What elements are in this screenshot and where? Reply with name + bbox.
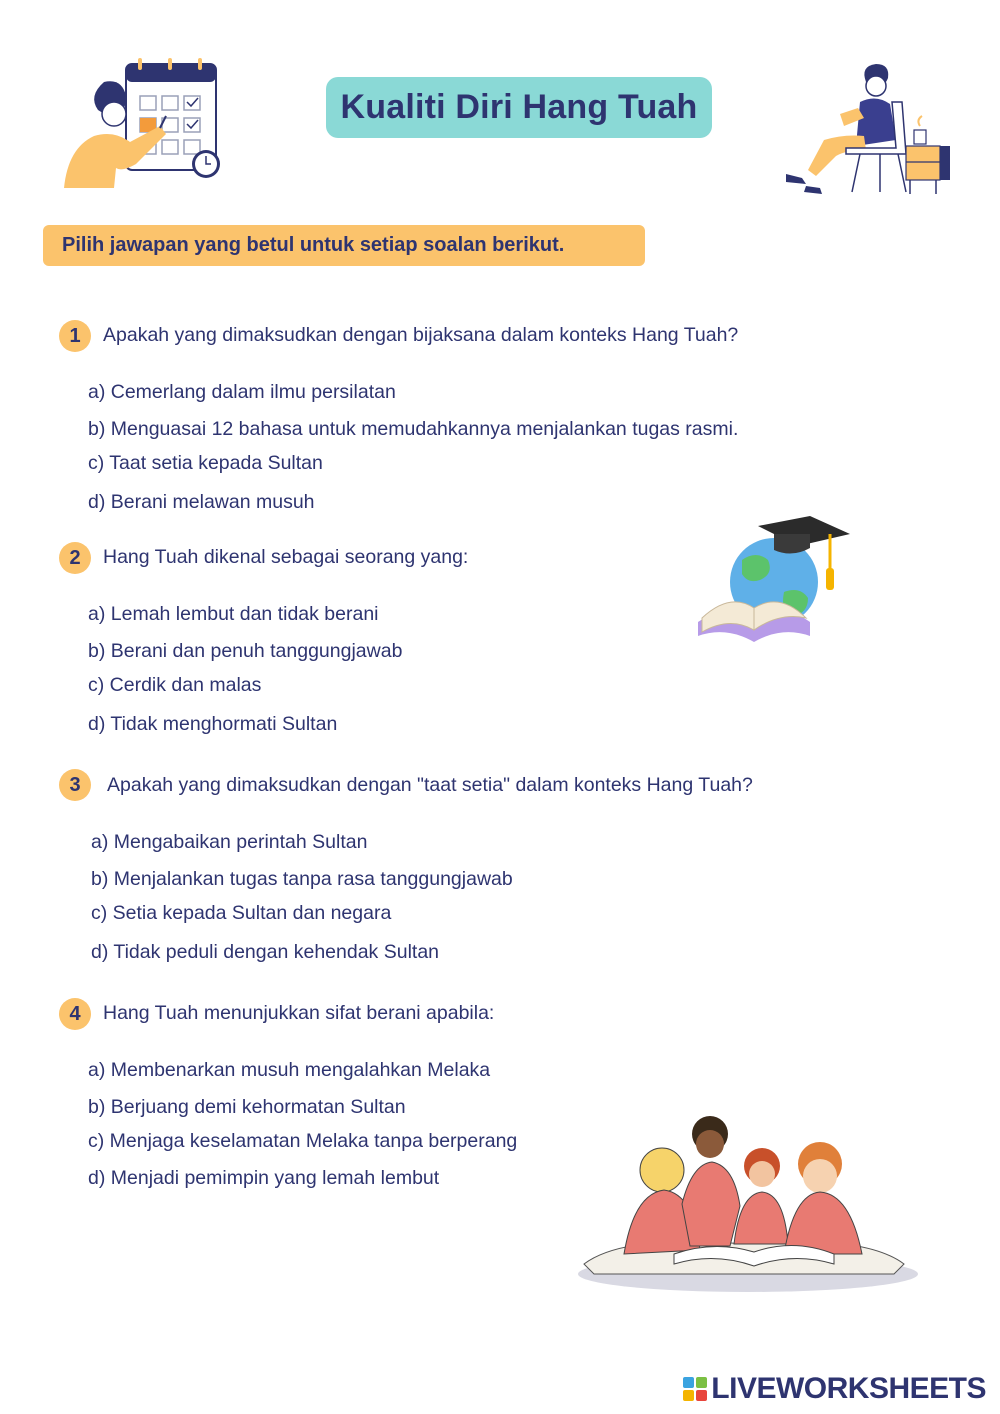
- question-1-option-b[interactable]: b) Menguasai 12 bahasa untuk memudahkannya menjalankan tugas rasmi.: [88, 418, 739, 440]
- liveworksheets-brand: [683, 1372, 986, 1406]
- question-2-text: Hang Tuah dikenal sebagai seorang yang:: [103, 546, 469, 568]
- question-3-option-b[interactable]: b) Menjalankan tugas tanpa rasa tanggungjawab: [91, 868, 513, 890]
- question-2-option-d[interactable]: d) Tidak menghormati Sultan: [88, 713, 338, 735]
- question-2-option-b[interactable]: b) Berani dan penuh tanggungjawab: [88, 640, 403, 662]
- question-4-option-d[interactable]: d) Menjadi pemimpin yang lemah lembut: [88, 1167, 440, 1189]
- liveworksheets-logo-icon: [683, 1377, 707, 1401]
- question-4-option-c[interactable]: c) Menjaga keselamatan Melaka tanpa berperang: [88, 1130, 518, 1152]
- question-4-option-a[interactable]: a) Membenarkan musuh mengalahkan Melaka: [88, 1059, 491, 1081]
- worksheet-title: Kualiti Diri Hang Tuah: [340, 88, 698, 126]
- question-3-number-badge: 3: [59, 769, 91, 801]
- question-1-number-badge: 1: [59, 320, 91, 352]
- instruction-text: Pilih jawapan yang betul untuk setiap soalan berikut.: [62, 234, 565, 256]
- question-3-option-d[interactable]: d) Tidak peduli dengan kehendak Sultan: [91, 941, 440, 963]
- students-studying-illustration: [574, 1104, 922, 1294]
- question-1-option-c[interactable]: c) Taat setia kepada Sultan: [88, 452, 323, 474]
- question-3-text: Apakah yang dimaksudkan dengan "taat setia" dalam konteks Hang Tuah?: [107, 774, 753, 796]
- question-2-option-a[interactable]: a) Lemah lembut dan tidak berani: [88, 603, 379, 625]
- worksheet-title-box: [326, 77, 712, 138]
- question-1-option-a[interactable]: a) Cemerlang dalam ilmu persilatan: [88, 381, 396, 403]
- calendar-woman-illustration: [60, 58, 230, 198]
- question-2-number-badge: 2: [59, 542, 91, 574]
- question-1-text: Apakah yang dimaksudkan dengan bijaksana dalam konteks Hang Tuah?: [103, 324, 739, 346]
- globe-graduation-illustration: [692, 512, 852, 652]
- liveworksheets-brand-text: LIVEWORKSHEETS: [711, 1372, 986, 1405]
- question-4-number-badge: 4: [59, 998, 91, 1030]
- question-4-option-b[interactable]: b) Berjuang demi kehormatan Sultan: [88, 1096, 406, 1118]
- question-2-option-c[interactable]: c) Cerdik dan malas: [88, 674, 262, 696]
- question-4-text: Hang Tuah menunjukkan sifat berani apabila:: [103, 1002, 495, 1024]
- reading-man-illustration: [780, 62, 952, 198]
- question-3-option-c[interactable]: c) Setia kepada Sultan dan negara: [91, 902, 392, 924]
- instruction-banner: [43, 225, 645, 266]
- question-1-option-d[interactable]: d) Berani melawan musuh: [88, 491, 315, 513]
- question-3-option-a[interactable]: a) Mengabaikan perintah Sultan: [91, 831, 368, 853]
